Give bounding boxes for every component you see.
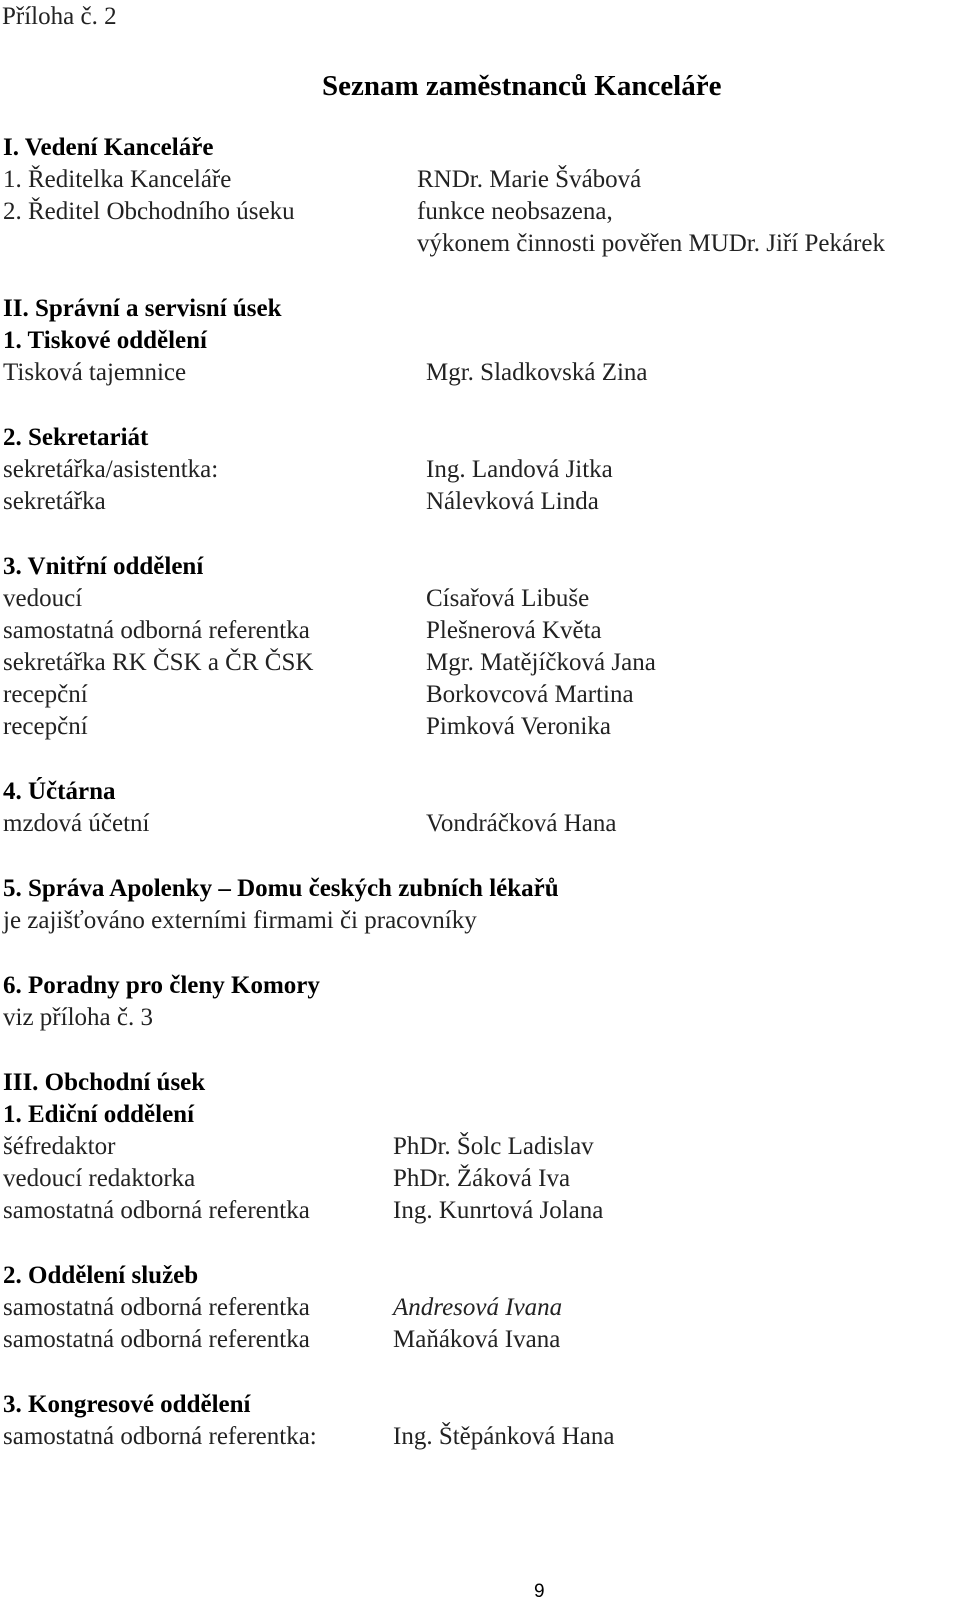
employee-name: Pimková Veronika (426, 713, 611, 740)
section-heading: I. Vedení Kanceláře (3, 134, 214, 161)
employee-name: Maňáková Ivana (393, 1326, 561, 1353)
department-heading: 4. Účtárna (3, 778, 116, 805)
role-label: šéfredaktor (3, 1133, 116, 1160)
employee-name: Mgr. Sladkovská Zina (426, 359, 648, 386)
department-heading: 2. Sekretariát (3, 424, 149, 451)
annex-label: Příloha č. 2 (2, 3, 117, 30)
role-label: samostatná odborná referentka (3, 1294, 310, 1321)
role-label: samostatná odborná referentka (3, 1197, 310, 1224)
role-label: sekretářka RK ČSK a ČR ČSK (3, 649, 314, 676)
department-heading: 5. Správa Apolenky – Domu českých zubních lékařů (3, 875, 559, 902)
role-label: Tisková tajemnice (3, 359, 187, 386)
page-number: 9 (534, 1581, 545, 1602)
employee-name: Mgr. Matějíčková Jana (426, 649, 656, 676)
employee-name: Vondráčková Hana (426, 810, 617, 837)
employee-name: RNDr. Marie Švábová (417, 166, 642, 193)
employee-name: výkonem činnosti pověřen MUDr. Jiří Pekárek (417, 230, 885, 257)
section-heading: III. Obchodní úsek (3, 1069, 206, 1096)
employee-name: Borkovcová Martina (426, 681, 634, 708)
department-note: je zajišťováno externími firmami či pracovníky (3, 907, 477, 934)
role-label: mzdová účetní (3, 810, 150, 837)
role-label: vedoucí redaktorka (3, 1165, 196, 1192)
department-heading: 3. Vnitřní oddělení (3, 553, 204, 580)
employee-name: Nálevková Linda (426, 488, 599, 515)
role-label: 1. Ředitelka Kanceláře (3, 166, 232, 193)
department-heading: 1. Ediční oddělení (3, 1101, 195, 1128)
employee-name: Ing. Landová Jitka (426, 456, 613, 483)
employee-name: Andresová Ivana (393, 1294, 563, 1321)
department-heading: 1. Tiskové oddělení (3, 327, 207, 354)
section-heading: II. Správní a servisní úsek (3, 295, 282, 322)
role-label: vedoucí (3, 585, 83, 612)
role-label: sekretářka (3, 488, 106, 515)
document-title: Seznam zaměstnanců Kanceláře (322, 70, 722, 102)
department-heading: 2. Oddělení služeb (3, 1262, 199, 1289)
employee-name: PhDr. Žáková Iva (393, 1165, 571, 1192)
role-label: samostatná odborná referentka (3, 617, 310, 644)
employee-name: Císařová Libuše (426, 585, 590, 612)
department-heading: 6. Poradny pro členy Komory (3, 972, 320, 999)
department-note: viz příloha č. 3 (3, 1004, 153, 1031)
role-label: sekretářka/asistentka: (3, 456, 219, 483)
employee-name: PhDr. Šolc Ladislav (393, 1133, 594, 1160)
role-label: samostatná odborná referentka (3, 1326, 310, 1353)
employee-name: funkce neobsazena, (417, 198, 613, 225)
employee-name: Ing. Kunrtová Jolana (393, 1197, 604, 1224)
role-label: 2. Ředitel Obchodního úseku (3, 198, 295, 225)
employee-name: Plešnerová Květa (426, 617, 602, 644)
role-label: recepční (3, 713, 88, 740)
department-heading: 3. Kongresové oddělení (3, 1391, 251, 1418)
role-label: recepční (3, 681, 88, 708)
employee-name: Ing. Štěpánková Hana (393, 1423, 615, 1450)
role-label: samostatná odborná referentka: (3, 1423, 317, 1450)
